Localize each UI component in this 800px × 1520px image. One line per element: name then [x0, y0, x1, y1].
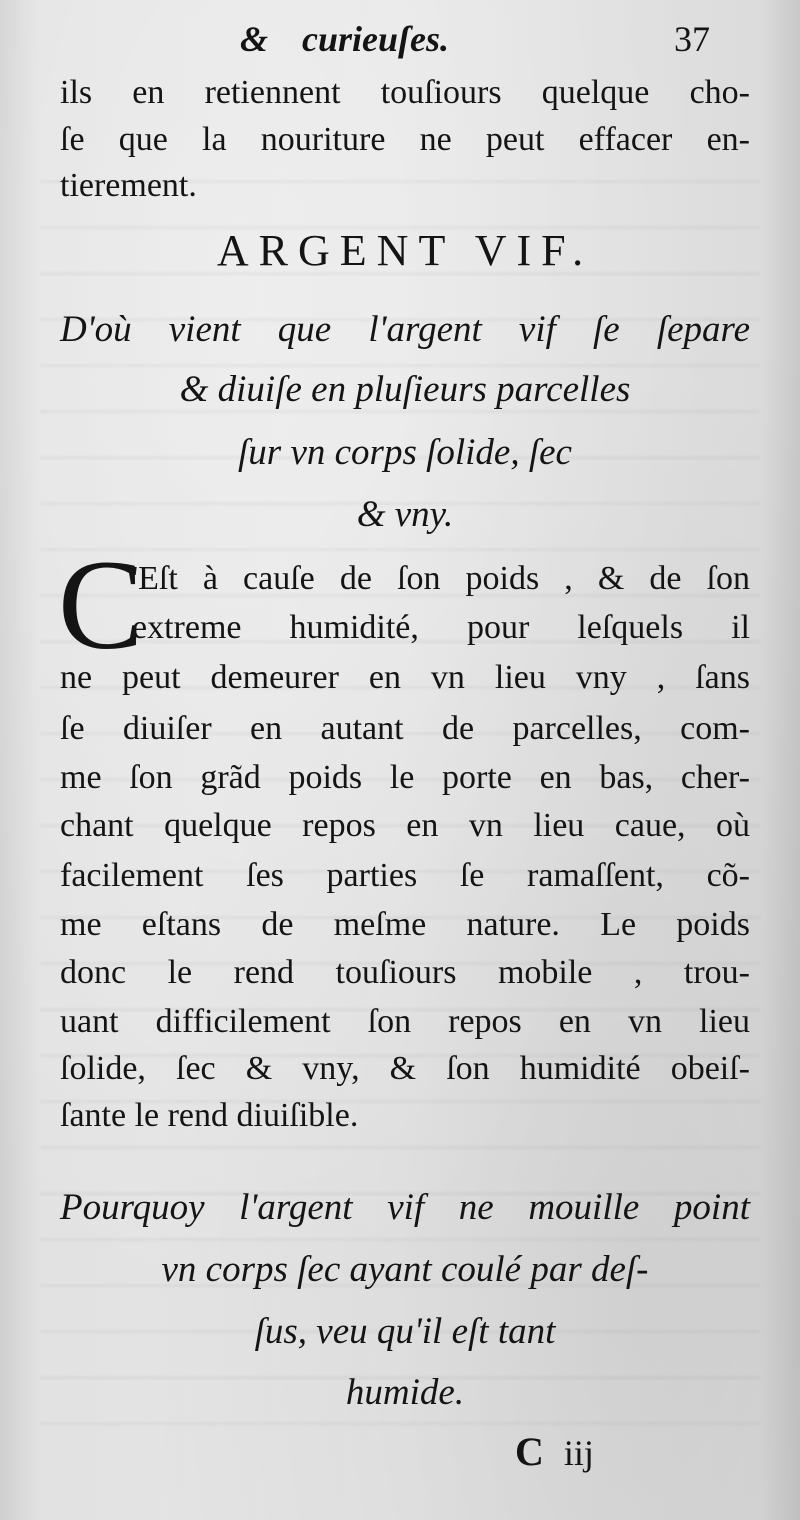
text-line: me ſon grãd poids le porte en bas, cher- — [60, 759, 750, 796]
text-line: ſe diuiſer en autant de parcelles, com- — [60, 710, 750, 747]
question-line: humide. — [345, 1372, 465, 1413]
text-line: 'Eſt à cauſe de ſon poids , & de ſon — [132, 560, 750, 597]
section-heading: ARGENT VIF. — [216, 226, 594, 275]
drop-cap: C — [58, 534, 144, 676]
text-line: uant difficilement ſon repos en vn lieu — [60, 1003, 750, 1040]
question-line: & diuiſe en pluſieurs parcelles — [179, 369, 631, 410]
text-line: ſe que la nouriture ne peut effacer en- — [60, 121, 750, 158]
question-line: ſur vn corps ſolide, ſec — [238, 432, 572, 473]
text-line: ſante le rend diuiſible. — [60, 1097, 359, 1134]
question-line: ſus, veu qu'il eſt tant — [254, 1311, 556, 1352]
running-title: curieuſes. — [302, 19, 449, 59]
ampersand-ornament: & — [240, 19, 269, 59]
signature-mark — [515, 1428, 594, 1475]
text-line: ils en retiennent touſiours quelque cho- — [60, 74, 750, 111]
text-line: donc le rend touſiours mobile , trou- — [60, 954, 750, 991]
question-line: vn corps ſec ayant coulé par deſ- — [161, 1249, 649, 1290]
text-line: ſolide, ſec & vny, & ſon humidité obeiſ- — [60, 1050, 750, 1087]
signature-number: iij — [563, 1433, 594, 1473]
running-header — [240, 14, 710, 64]
question-line: Pourquoy l'argent vif ne mouille point — [60, 1187, 750, 1228]
text-line: extreme humidité, pour leſquels il — [132, 609, 750, 646]
text-line: ne peut demeurer en vn lieu vny , ſans — [60, 659, 750, 696]
signature-letter: C — [515, 1429, 544, 1474]
text-line: me eſtans de meſme nature. Le poids — [60, 906, 750, 943]
question-line: D'où vient que l'argent vif ſe ſepare — [60, 309, 750, 350]
text-line: chant quelque repos en vn lieu caue, où — [60, 807, 750, 844]
text-line: facilement ſes parties ſe ramaſſent, cõ- — [60, 857, 750, 894]
page-number: 37 — [674, 19, 710, 59]
text-line: tierement. — [60, 167, 197, 204]
question-line: & vny. — [356, 494, 454, 535]
